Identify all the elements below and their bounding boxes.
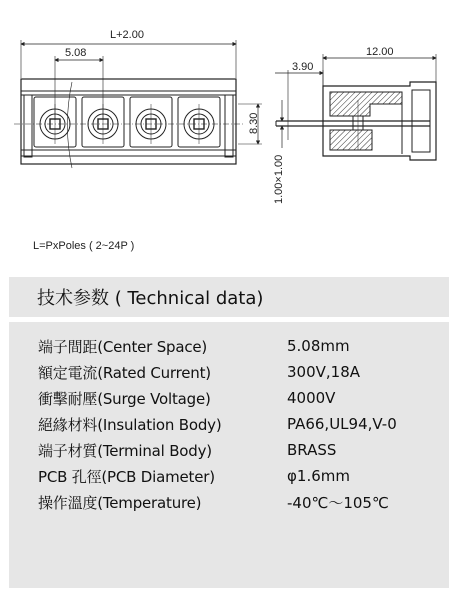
spec-value: -40℃～105℃ xyxy=(287,493,389,512)
spec-row xyxy=(38,385,449,411)
dim-pin-size: 1.00×1.00 xyxy=(273,154,285,204)
spec-value: BRASS xyxy=(287,441,337,459)
spec-row xyxy=(38,437,449,463)
dim-side-depth: 12.00 xyxy=(366,46,394,58)
spec-label: 衝擊耐壓(Surge Voltage) xyxy=(38,389,211,408)
spec-label: 端子間距(Center Space) xyxy=(38,337,208,356)
front-view xyxy=(14,40,262,168)
spec-label: 額定電流(Rated Current) xyxy=(38,363,211,382)
spec-row xyxy=(38,333,449,359)
spec-value: 5.08mm xyxy=(287,337,350,355)
spec-row xyxy=(38,359,449,385)
spec-row xyxy=(38,489,449,515)
technical-data-table xyxy=(9,322,449,588)
spec-row xyxy=(38,411,449,437)
spec-label: 操作溫度(Temperature) xyxy=(38,493,202,512)
dim-overall-length: L+2.00 xyxy=(110,29,144,41)
spec-value: PA66,UL94,V-0 xyxy=(287,415,397,433)
connector-technical-drawing xyxy=(0,0,460,215)
spec-label: 端子材質(Terminal Body) xyxy=(38,441,212,460)
spec-value: φ1.6mm xyxy=(287,467,350,485)
spec-value: 4000V xyxy=(287,389,336,407)
spec-row xyxy=(38,463,449,489)
pole-length-formula: L=PxPoles ( 2~24P ) xyxy=(33,240,135,252)
dim-pitch: 5.08 xyxy=(65,47,87,59)
spec-label: 絕緣材料(Insulation Body) xyxy=(38,415,222,434)
dim-height: 8.30 xyxy=(248,112,260,134)
technical-data-heading: 技术参数 ( Technical data) xyxy=(9,277,449,317)
dim-side-offset: 3.90 xyxy=(292,61,314,73)
spec-value: 300V,18A xyxy=(287,363,361,381)
spec-label: PCB 孔徑(PCB Diameter) xyxy=(38,467,215,486)
